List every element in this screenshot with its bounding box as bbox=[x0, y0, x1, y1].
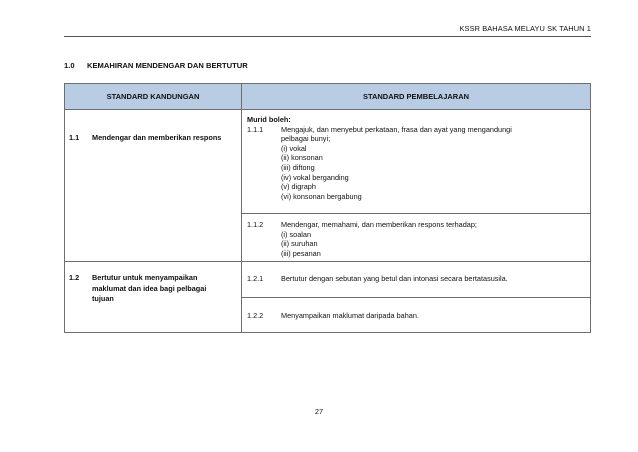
document-header: KSSR BAHASA MELAYU SK TAHUN 1 bbox=[459, 24, 591, 33]
column-header-pembelajaran: STANDARD PEMBELAJARAN bbox=[242, 84, 591, 110]
table-header-row bbox=[65, 84, 591, 110]
section-heading bbox=[64, 61, 248, 70]
subitem: (iii) diftong bbox=[281, 162, 315, 172]
pembelajaran-cell bbox=[242, 214, 591, 262]
column-header-kandungan: STANDARD KANDUNGAN bbox=[65, 84, 242, 110]
item-text-continued: pelbagai bunyi; bbox=[281, 134, 331, 144]
item-number: 1.2.2 bbox=[247, 311, 264, 320]
subitem: (iv) vokal berganding bbox=[281, 172, 349, 182]
page-number: 27 bbox=[314, 407, 324, 416]
pembelajaran-cell bbox=[242, 262, 591, 298]
standards-table bbox=[64, 83, 591, 333]
subitem: (i) soalan bbox=[281, 229, 312, 239]
item-text: Mengajuk, dan menyebut perkataan, frasa dan ayat yang mengandungi bbox=[281, 124, 512, 134]
section-number: 1.0 bbox=[64, 61, 75, 70]
item-number: 1.1.1 bbox=[247, 124, 264, 134]
subitem: (vi) konsonan bergabung bbox=[281, 191, 362, 201]
kandungan-cell bbox=[65, 110, 242, 262]
subitem: (iii) pesanan bbox=[281, 248, 321, 258]
kandungan-number: 1.2 bbox=[69, 273, 80, 282]
item-text: Mendengar, memahami, dan memberikan respons terhadap; bbox=[281, 220, 477, 229]
item-number: 1.1.2 bbox=[247, 220, 264, 229]
header-divider bbox=[64, 36, 591, 37]
intro-text: Murid boleh: bbox=[247, 115, 291, 124]
pembelajaran-cell bbox=[242, 110, 591, 214]
subitem: (ii) suruhan bbox=[281, 239, 318, 249]
item-text: Bertutur dengan sebutan yang betul dan intonasi secara bertatasusila. bbox=[281, 274, 508, 283]
list-item bbox=[247, 274, 590, 284]
item-number: 1.2.1 bbox=[247, 274, 264, 283]
item-text: Menyampaikan maklumat daripada bahan. bbox=[281, 311, 419, 320]
kandungan-text: Bertutur untuk menyampaikan maklumat dan idea bagi pelbagai tujuan bbox=[92, 273, 207, 303]
list-item bbox=[247, 220, 590, 258]
subitem: (ii) konsonan bbox=[281, 153, 323, 163]
section-title: KEMAHIRAN MENDENGAR DAN BERTUTUR bbox=[87, 61, 248, 70]
list-item bbox=[247, 125, 590, 202]
subitem: (v) digraph bbox=[281, 182, 316, 192]
subitem: (i) vokal bbox=[281, 143, 307, 153]
table-row bbox=[65, 262, 591, 298]
pembelajaran-cell bbox=[242, 298, 591, 333]
kandungan-number: 1.1 bbox=[69, 133, 80, 142]
list-item bbox=[247, 311, 590, 321]
table-row bbox=[65, 110, 591, 214]
kandungan-text: Mendengar dan memberikan respons bbox=[92, 133, 222, 142]
kandungan-cell bbox=[65, 262, 242, 333]
